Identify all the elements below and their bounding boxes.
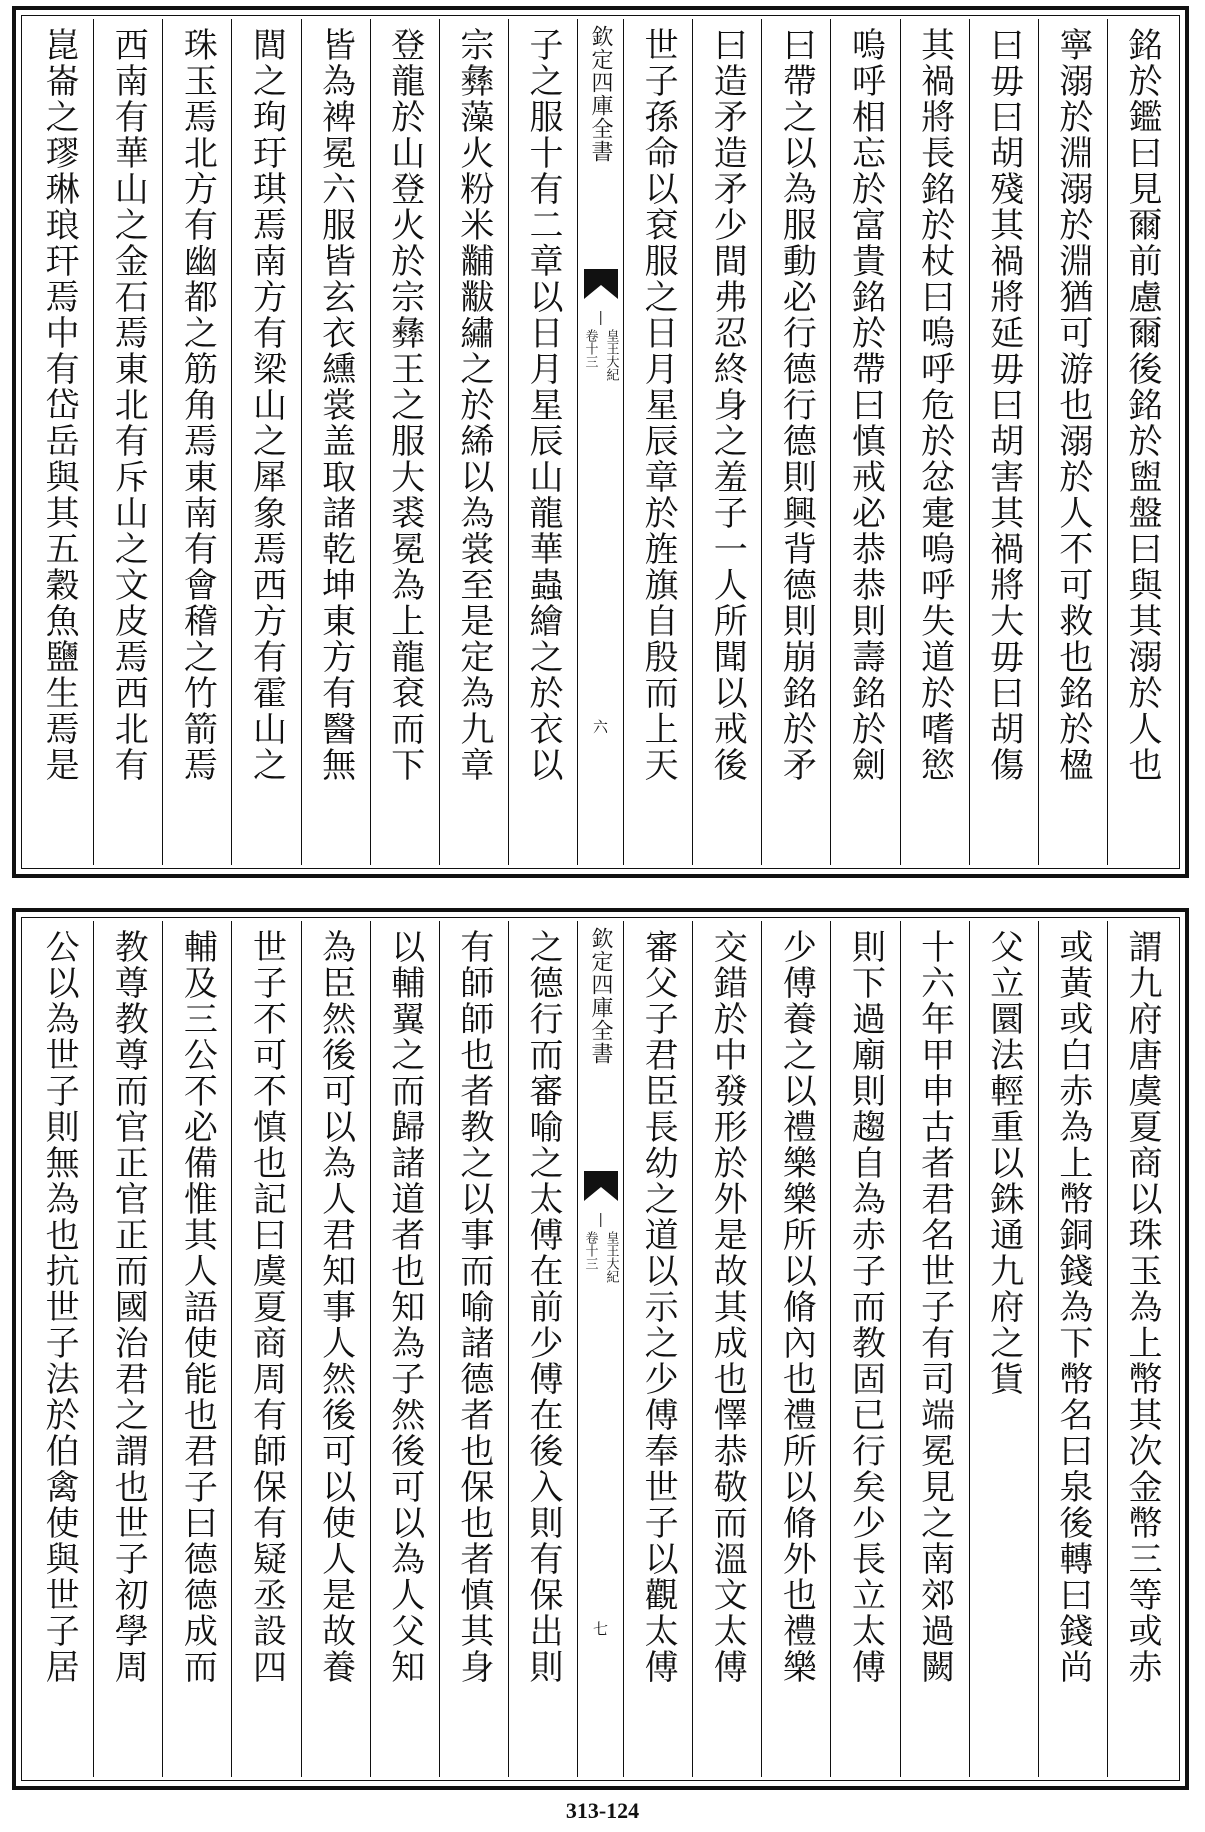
column-text: 審父子君臣長幼之道以示之少傅奉世子以觀太傅 <box>638 929 679 1685</box>
text-column <box>830 921 899 1777</box>
text-column <box>93 19 162 865</box>
book-volume-label <box>581 1231 621 1283</box>
text-column <box>761 921 830 1777</box>
text-column <box>508 921 577 1777</box>
column-text: 教尊教尊而官正官正而國治君之謂也世子初學周 <box>108 929 149 1685</box>
text-column <box>231 19 300 865</box>
column-text: 珠玉焉北方有幽都之筋角焉東南有會稽之竹箭焉 <box>177 27 218 783</box>
lower-text-columns <box>25 921 1176 1777</box>
column-text: 少傅養之以禮樂樂所以脩內也禮所以脩外也禮樂 <box>776 929 817 1685</box>
text-column <box>623 19 692 865</box>
text-column <box>301 921 370 1777</box>
text-column <box>1107 19 1176 865</box>
text-column <box>508 19 577 865</box>
upper-page-frame <box>12 6 1189 878</box>
text-column <box>1038 921 1107 1777</box>
book-title: 皇王大紀 <box>603 1231 619 1283</box>
text-column <box>231 921 300 1777</box>
page-number: 313-124 <box>565 1798 640 1823</box>
text-column <box>1107 921 1176 1777</box>
column-text: 世子孫命以袞服之日月星辰章於旌旗自殷而上天 <box>638 27 679 783</box>
text-column <box>969 19 1038 865</box>
collection-title: 欽定四庫全書 <box>588 25 613 163</box>
column-text: 銘於鑑曰見爾前慮爾後銘於盥盤曰與其溺於人也 <box>1121 27 1162 783</box>
text-column <box>25 19 93 865</box>
column-text: 謂九府唐虞夏商以珠玉為上幣其次金幣三等或赤 <box>1121 929 1162 1685</box>
column-text: 嗚呼相忘於富貴銘於帶曰慎戒必恭恭則壽銘於劍 <box>845 27 886 783</box>
text-column <box>900 19 969 865</box>
text-column <box>1038 19 1107 865</box>
column-text: 有師師也者教之以事而喻諸德者也保也者慎其身 <box>453 929 494 1685</box>
text-column <box>439 921 508 1777</box>
text-column <box>370 19 439 865</box>
column-text: 世子不可不慎也記曰虞夏商周有師保有疑丞設四 <box>246 929 287 1685</box>
column-text: 輔及三公不必備惟其人語使能也君子曰德德成而 <box>177 929 218 1685</box>
column-text: 寧溺於淵溺於淵猶可游也溺於人不可救也銘於楹 <box>1052 27 1093 783</box>
column-text: 其禍將長銘於杖曰嗚呼危於忿疐嗚呼失道於嗜慾 <box>914 27 955 783</box>
text-column <box>93 921 162 1777</box>
column-text: 崑崙之璆琳琅玕焉中有岱岳與其五穀魚鹽生焉是 <box>39 27 80 783</box>
text-column <box>162 921 231 1777</box>
column-text: 則下過廟則趨自為赤子而教固已行矣少長立太傅 <box>845 929 886 1685</box>
lower-page-frame <box>12 908 1189 1790</box>
fishtail-mark-icon <box>584 269 618 301</box>
column-text: 之德行而審喻之太傅在前少傅在後入則有保出則 <box>522 929 563 1685</box>
center-fold-strip <box>577 921 623 1777</box>
text-column <box>301 19 370 865</box>
text-column <box>439 19 508 865</box>
book-volume-label <box>581 329 621 381</box>
text-column <box>25 921 93 1777</box>
text-column <box>162 19 231 865</box>
text-column <box>370 921 439 1777</box>
column-text: 公以為世子則無為也抗世子法於伯禽使與世子居 <box>39 929 80 1685</box>
text-column <box>623 921 692 1777</box>
volume-number: 卷十三 <box>582 1231 598 1270</box>
folio-number: 六 <box>591 719 609 734</box>
column-text: 曰帶之以為服動必行德行德則興背德則崩銘於矛 <box>776 27 817 783</box>
column-text: 十六年甲申古者君名世子有司端冕見之南郊過闕 <box>914 929 955 1685</box>
divider-line <box>600 1213 602 1227</box>
text-column <box>969 921 1038 1777</box>
center-fold-strip <box>577 19 623 865</box>
text-column <box>830 19 899 865</box>
text-column <box>761 19 830 865</box>
fishtail-mark-icon <box>584 1171 618 1203</box>
text-column <box>692 19 761 865</box>
column-text: 登龍於山登火於宗彝王之服大裘冕為上龍袞而下 <box>384 27 425 783</box>
column-text: 交錯於中發形於外是故其成也懌恭敬而溫文太傅 <box>707 929 748 1685</box>
column-text: 為臣然後可以為人君知事人然後可以使人是故養 <box>315 929 356 1685</box>
collection-title: 欽定四庫全書 <box>588 927 613 1065</box>
column-text: 皆為裨冕六服皆玄衣纁裳盖取諸乾坤東方有醫無 <box>315 27 356 783</box>
text-column <box>692 921 761 1777</box>
column-text: 西南有華山之金石焉東北有斥山之文皮焉西北有 <box>108 27 149 783</box>
folio-number: 七 <box>591 1621 609 1636</box>
column-text: 宗彝藻火粉米黼黻繡之於絺以為裳至是定為九章 <box>453 27 494 783</box>
column-text: 曰造矛造矛少間弗忍終身之羞子一人所聞以戒後 <box>707 27 748 783</box>
column-text: 或黃或白赤為上幣銅錢為下幣名曰泉後轉曰錢尚 <box>1052 929 1093 1685</box>
column-text: 以輔翼之而歸諸道者也知為子然後可以為人父知 <box>384 929 425 1685</box>
column-text: 曰毋曰胡殘其禍將延毋曰胡害其禍將大毋曰胡傷 <box>983 27 1024 783</box>
column-text: 子之服十有二章以日月星辰山龍華蟲繪之於衣以 <box>522 27 563 783</box>
column-text: 父立圜法輕重以銖通九府之貨 <box>983 929 1024 1397</box>
upper-text-columns <box>25 19 1176 865</box>
book-title: 皇王大紀 <box>603 329 619 381</box>
column-text: 閭之珣玗琪焉南方有梁山之犀象焉西方有霍山之 <box>246 27 287 783</box>
text-column <box>900 921 969 1777</box>
divider-line <box>600 311 602 325</box>
volume-number: 卷十三 <box>582 329 598 368</box>
